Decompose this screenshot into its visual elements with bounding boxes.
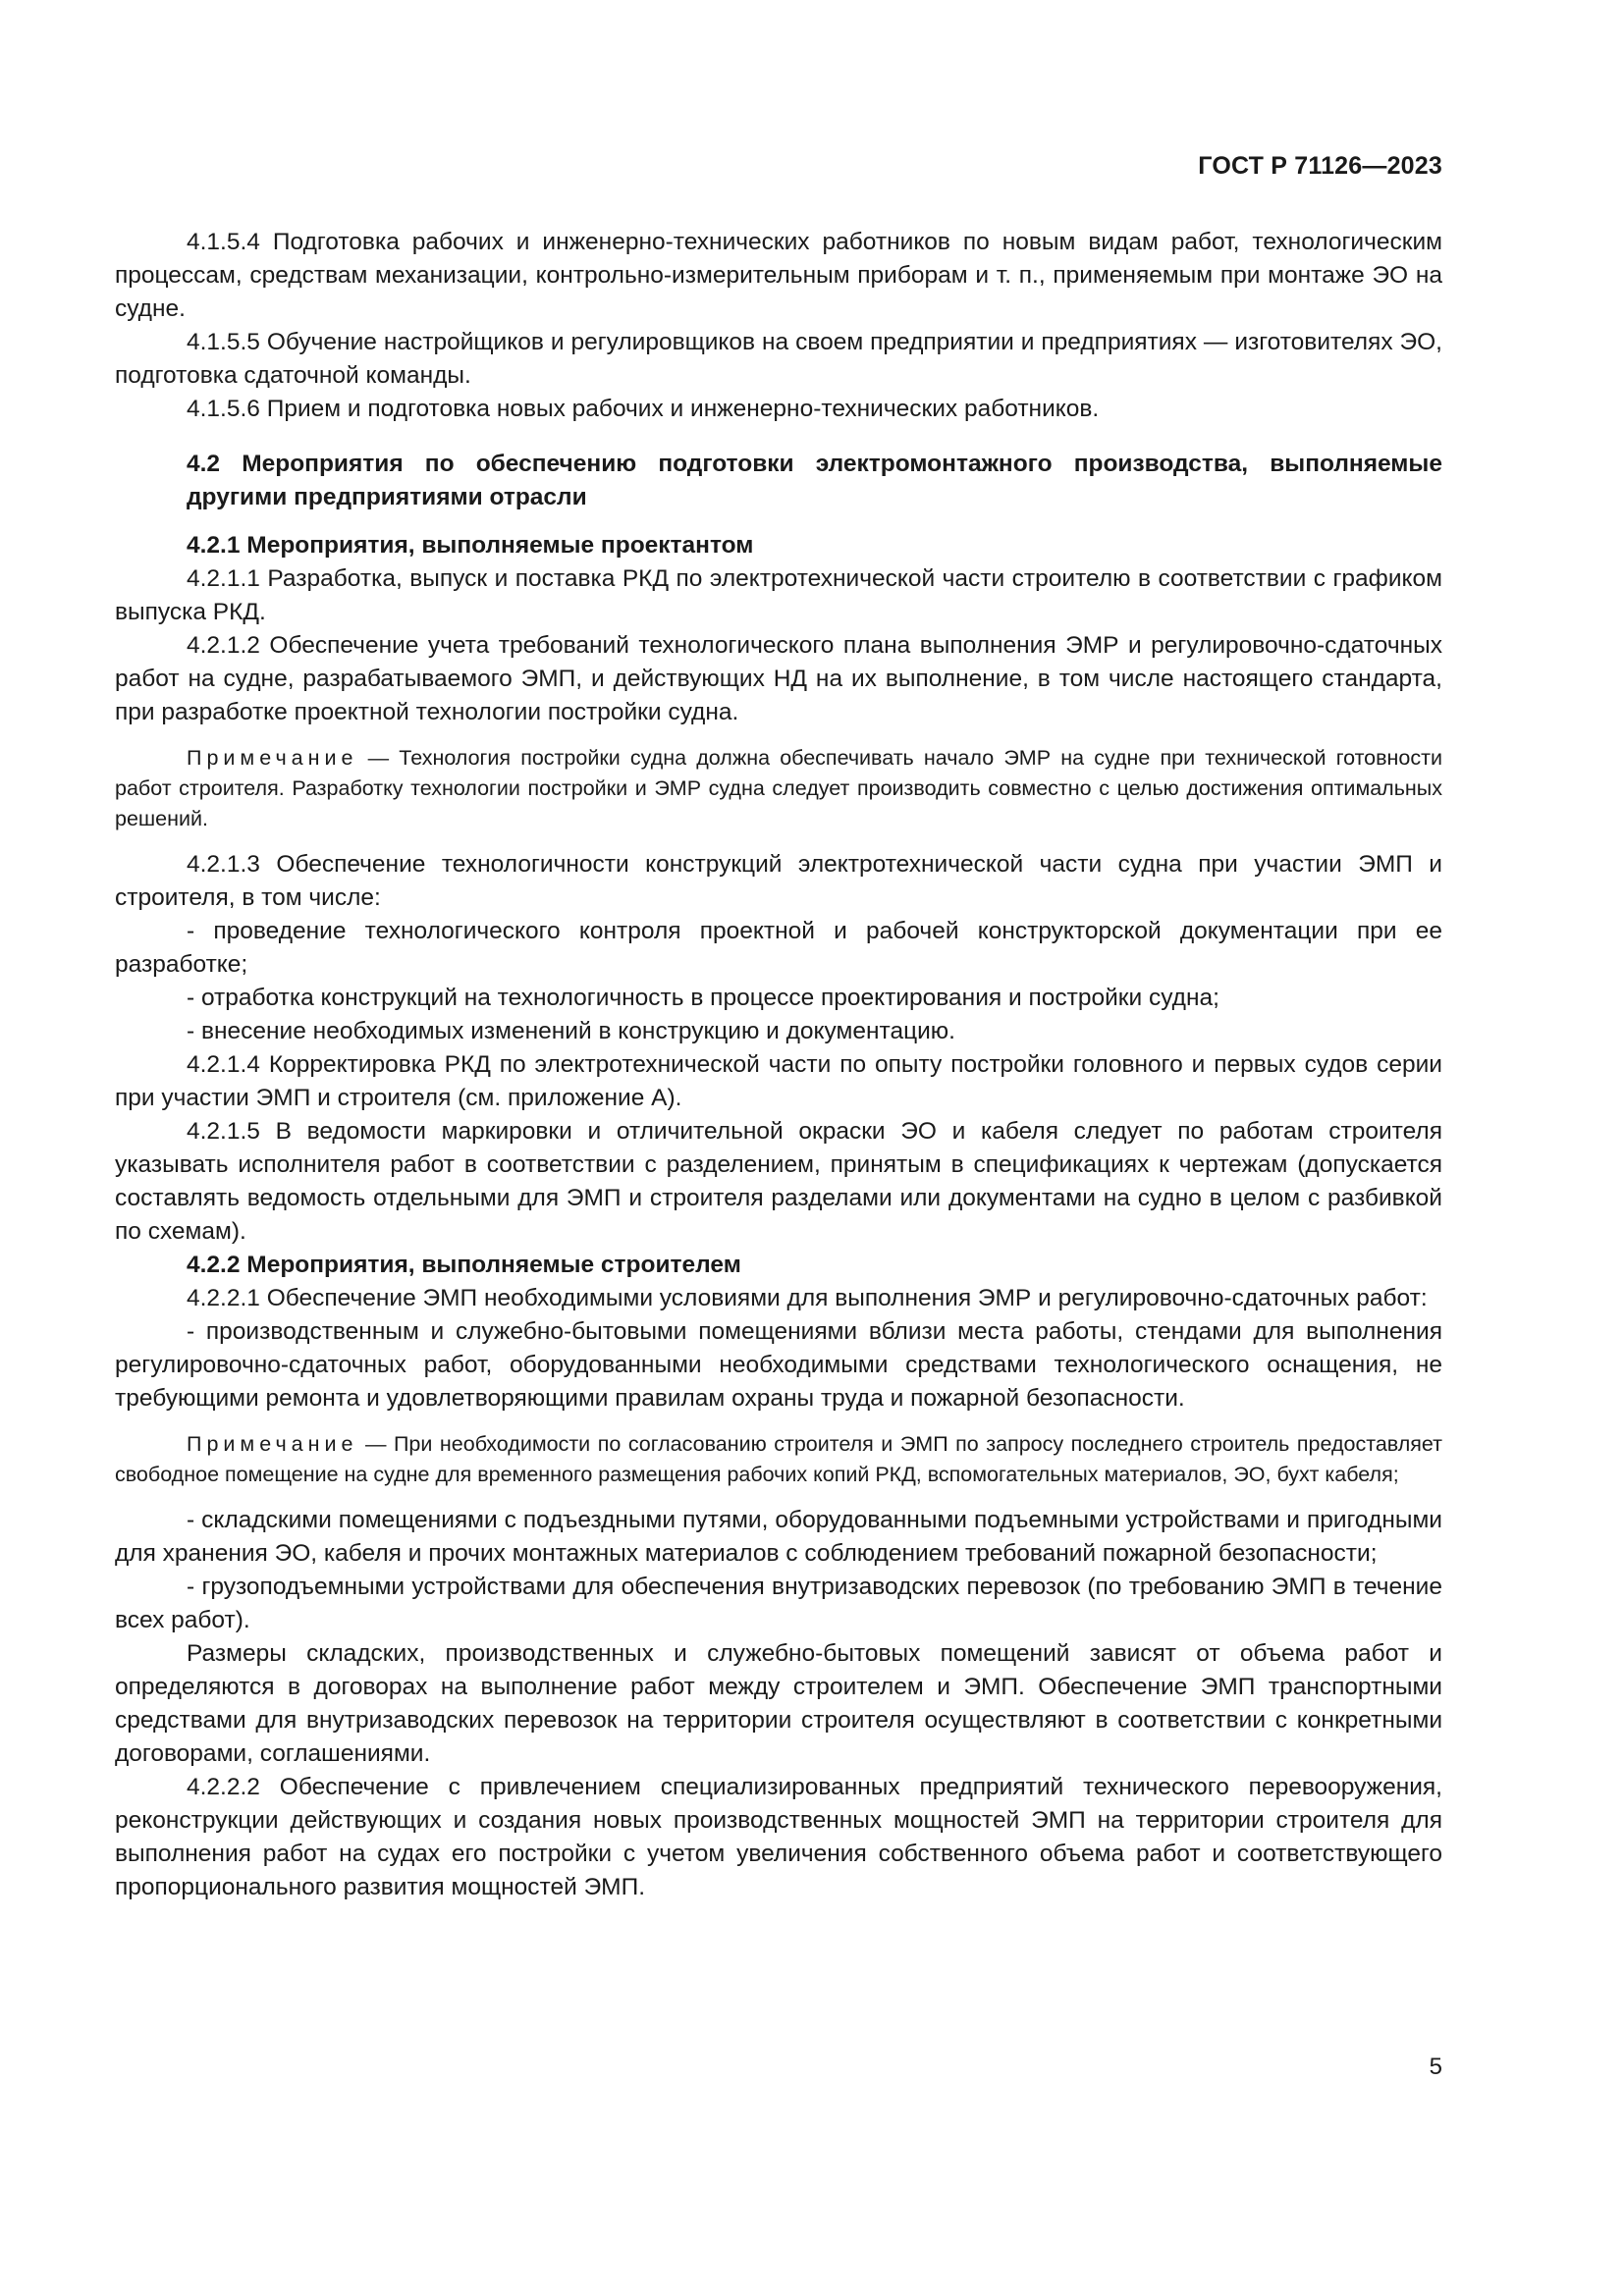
paragraph-sizes: Размеры складских, производственных и служебно-бытовых помещений зависят от объема работ и определяются в договорах на выполнение работ между строителем и ЭМП. Обеспечение ЭМП транспортными средствами для внутризаводских перевозок на территории строителя осуществляют в соответствии с конкретными договорами, соглашениями. xyxy=(115,1640,1442,1767)
paragraph-4-1-5-5: 4.1.5.5 Обучение настройщиков и регулировщиков на своем предприятии и предприятиях — изготовителях ЭО, подготовка сдаточной команды. xyxy=(115,329,1442,389)
paragraph-4-2-1-3: 4.2.1.3 Обеспечение технологичности конструкций электротехнической части судна при участии ЭМП и строителя, в том числе: xyxy=(115,851,1442,911)
note-label: Примечание xyxy=(187,1432,358,1456)
paragraph-4-2-1-2: 4.2.1.2 Обеспечение учета требований технологического плана выполнения ЭМР и регулировочно-сдаточных работ на судне, разрабатываемого ЭМП, и действующих НД на их выполнение, в том числе настоящего стандарта, при разработке проектной технологии постройки судна. xyxy=(115,632,1442,725)
document-header: ГОСТ Р 71126—2023 xyxy=(1198,152,1442,180)
note-2-text: — При необходимости по согласованию строителя и ЭМП по запросу последнего строитель предоставляет свободное помещение на судне для временного размещения рабочих копий РКД, вспомогательных материалов, ЭО, бухт кабеля; xyxy=(115,1432,1442,1486)
list-item: - производственным и служебно-бытовыми помещениями вблизи места работы, стендами для выполнения регулировочно-сдаточных работ, оборудованными необходимыми средствами технологического оснащения, не требующими ремонта и удовлетворяющими правилам охраны труда и пожарной безопасности. xyxy=(115,1318,1442,1412)
subsection-heading-4-2-1: 4.2.1 Мероприятия, выполняемые проектантом xyxy=(187,532,754,559)
subsection-heading-4-2-2: 4.2.2 Мероприятия, выполняемые строителем xyxy=(187,1252,741,1278)
note-1-text: — Технология постройки судна должна обеспечивать начало ЭМР на судне при технической готовности работ строителя. Разработку технологии постройки и ЭМР судна следует производить совместно с целью достижения оптимальных решений. xyxy=(115,746,1442,830)
list-item: - проведение технологического контроля проектной и рабочей конструкторской документации при ее разработке; xyxy=(115,918,1442,978)
paragraph-4-2-1-1: 4.2.1.1 Разработка, выпуск и поставка РКД по электротехнической части строителю в соответствии с графиком выпуска РКД. xyxy=(115,565,1442,625)
list-item: - складскими помещениями с подъездными путями, оборудованными подъемными устройствами и пригодными для хранения ЭО, кабеля и прочих монтажных материалов с соблюдением требований пожарной безопасности; xyxy=(115,1507,1442,1567)
paragraph-4-1-5-4: 4.1.5.4 Подготовка рабочих и инженерно-технических работников по новым видам работ, технологическим процессам, средствам механизации, контрольно-измерительным приборам и т. п., применяемым при монтаже ЭО на судне. xyxy=(115,229,1442,322)
list-item: - грузоподъемными устройствами для обеспечения внутризаводских перевозок (по требованию ЭМП в течение всех работ). xyxy=(115,1574,1442,1633)
note-1 xyxy=(115,743,1442,834)
section-heading-4-2: 4.2 Мероприятия по обеспечению подготовки электромонтажного производства, выполняемые другими предприятиями отрасли xyxy=(187,451,1442,510)
list-item: - внесение необходимых изменений в конструкцию и документацию. xyxy=(187,1018,955,1044)
paragraph-4-2-2-2: 4.2.2.2 Обеспечение с привлечением специализированных предприятий технического перевооружения, реконструкции действующих и создания новых производственных мощностей ЭМП на территории строителя для выполнения работ на судах его постройки с учетом увеличения собственного объема работ и соответствующего пропорционального развития мощностей ЭМП. xyxy=(115,1774,1442,1900)
note-2 xyxy=(115,1429,1442,1490)
list-item: - отработка конструкций на технологичность в процессе проектирования и постройки судна; xyxy=(187,985,1219,1011)
paragraph-4-2-1-4: 4.2.1.4 Корректировка РКД по электротехнической части по опыту постройки головного и первых судов серии при участии ЭМП и строителя (см. приложение А). xyxy=(115,1051,1442,1111)
paragraph-4-1-5-6: 4.1.5.6 Прием и подготовка новых рабочих и инженерно-технических работников. xyxy=(187,396,1100,422)
document-body xyxy=(115,226,1442,1904)
paragraph-4-2-2-1: 4.2.2.1 Обеспечение ЭМП необходимыми условиями для выполнения ЭМР и регулировочно-сдаточных работ: xyxy=(187,1285,1428,1311)
paragraph-4-2-1-5: 4.2.1.5 В ведомости маркировки и отличительной окраски ЭО и кабеля следует по работам строителя указывать исполнителя работ в соответствии с разделением, принятым в спецификациях к чертежам (допускается составлять ведомость отдельными для ЭМП и строителя разделами или документами на судно в целом с разбивкой по схемам). xyxy=(115,1118,1442,1245)
note-label: Примечание xyxy=(187,746,358,770)
page-number: 5 xyxy=(1429,2054,1442,2080)
